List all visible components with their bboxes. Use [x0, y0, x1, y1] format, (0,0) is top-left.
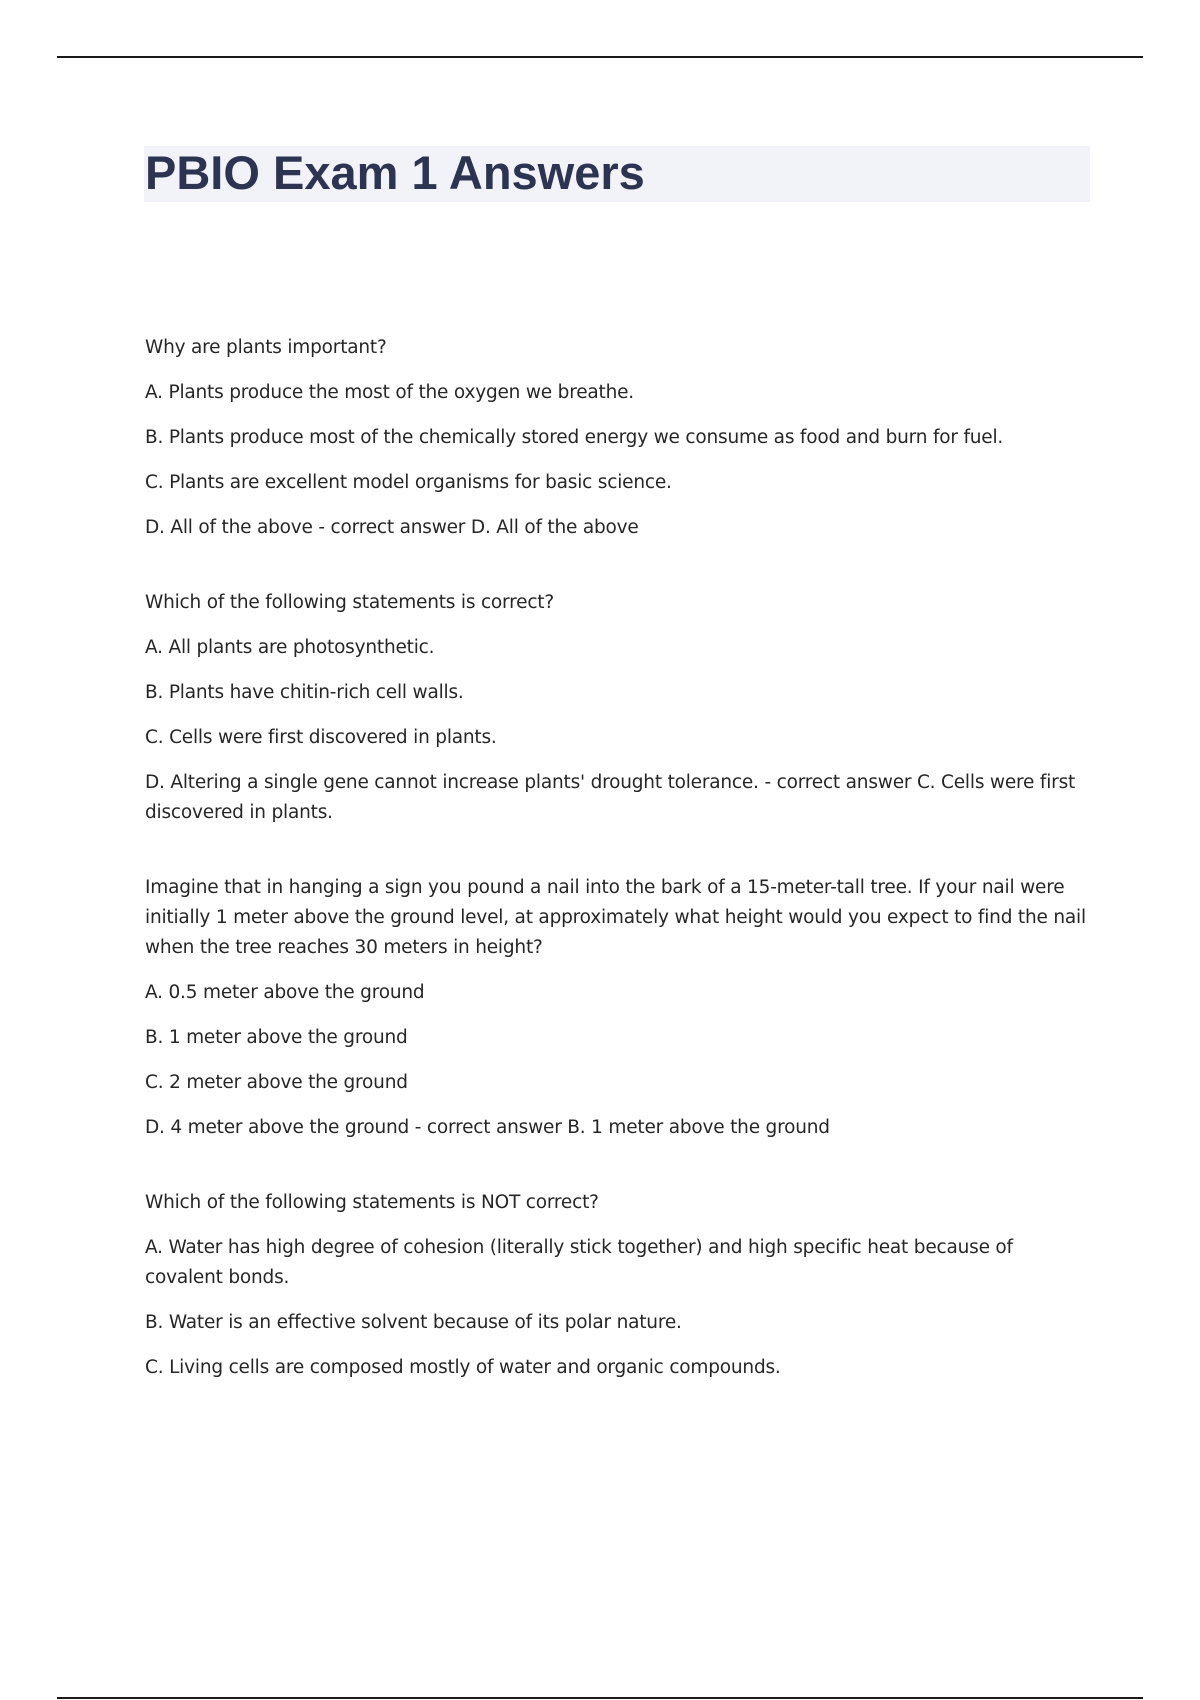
answer-option: C. Living cells are composed mostly of water and organic compounds.	[145, 1357, 781, 1378]
answer-option: D. 4 meter above the ground - correct answer B. 1 meter above the ground	[145, 1117, 830, 1138]
answer-option: B. Plants produce most of the chemically stored energy we consume as food and burn for fuel.	[145, 427, 1004, 448]
answer-option: C. Plants are excellent model organisms for basic science.	[145, 472, 672, 493]
answer-option: A. All plants are photosynthetic.	[145, 637, 435, 658]
answer-option: D. All of the above - correct answer D. All of the above	[145, 517, 639, 538]
document-title: PBIO Exam 1 Answers	[145, 146, 645, 199]
qa-content	[145, 333, 1095, 1428]
question-block-1	[145, 333, 1095, 543]
answer-option: B. Plants have chitin-rich cell walls.	[145, 682, 464, 703]
answer-option: A. Water has high degree of cohesion (literally stick together) and high specific heat because of covalent bonds.	[145, 1237, 1013, 1288]
answer-option: C. Cells were first discovered in plants.	[145, 727, 497, 748]
question-block-2	[145, 588, 1095, 828]
question-text: Imagine that in hanging a sign you pound a nail into the bark of a 15-meter-tall tree. If your nail were initially 1 meter above the ground level, at approximately what height would you expect to find the nail when the tree reaches 30 meters in height?	[145, 877, 1086, 958]
question-text: Why are plants important?	[145, 337, 387, 358]
answer-option: C. 2 meter above the ground	[145, 1072, 408, 1093]
bottom-rule	[57, 1697, 1143, 1699]
question-block-3	[145, 873, 1095, 1143]
top-rule	[57, 56, 1143, 58]
answer-option: A. 0.5 meter above the ground	[145, 982, 425, 1003]
answer-option: A. Plants produce the most of the oxygen we breathe.	[145, 382, 634, 403]
question-block-4	[145, 1188, 1095, 1383]
answer-option: D. Altering a single gene cannot increase plants' drought tolerance. - correct answer C. Cells were first discovered in plants.	[145, 772, 1076, 823]
question-text: Which of the following statements is NOT correct?	[145, 1192, 599, 1213]
answer-option: B. Water is an effective solvent because of its polar nature.	[145, 1312, 682, 1333]
answer-option: B. 1 meter above the ground	[145, 1027, 408, 1048]
question-text: Which of the following statements is correct?	[145, 592, 554, 613]
